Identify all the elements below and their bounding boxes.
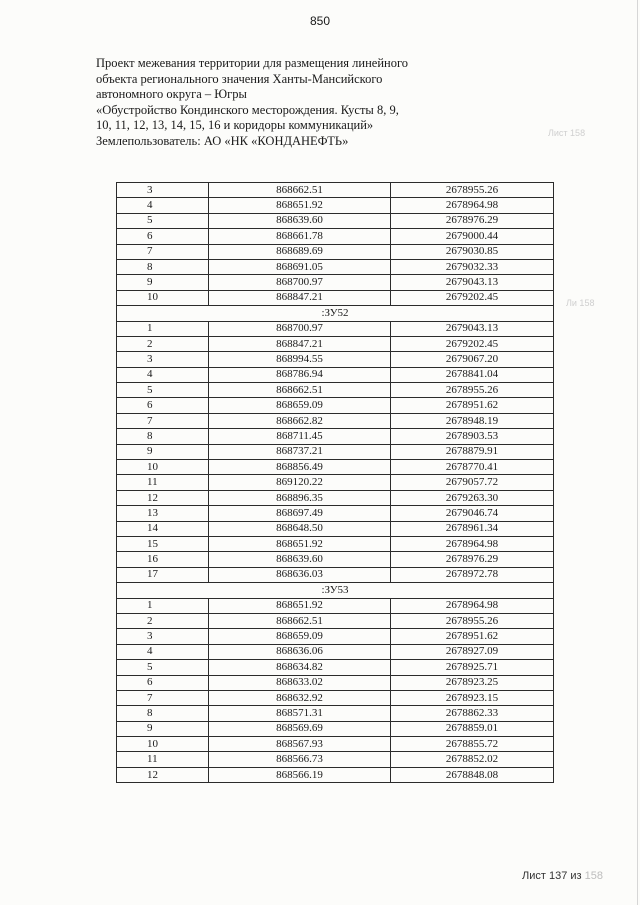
x-coordinate: 868636.03 [209, 567, 391, 582]
x-coordinate: 868569.69 [209, 721, 391, 736]
x-coordinate: 868662.51 [209, 613, 391, 628]
point-number: 11 [117, 475, 209, 490]
table-row [117, 752, 554, 767]
section-title: :ЗУ52 [117, 306, 554, 321]
point-number: 6 [117, 675, 209, 690]
point-number: 4 [117, 198, 209, 213]
coordinates-table-body [117, 183, 554, 783]
x-coordinate: 868697.49 [209, 506, 391, 521]
x-coordinate: 868639.60 [209, 552, 391, 567]
header-line: Землепользователь: АО «НК «КОНДАНЕФТЬ» [96, 133, 349, 148]
y-coordinate: 2679043.13 [391, 275, 554, 290]
table-row [117, 413, 554, 428]
section-title-row [117, 306, 554, 321]
x-coordinate: 868847.21 [209, 336, 391, 351]
header-line: «Обустройство Кондинского месторождения. Кусты 8, 9, [96, 102, 399, 117]
x-coordinate: 868662.51 [209, 383, 391, 398]
table-row [117, 321, 554, 336]
y-coordinate: 2678964.98 [391, 598, 554, 613]
point-number: 6 [117, 229, 209, 244]
table-row [117, 244, 554, 259]
page-number: 850 [309, 14, 331, 28]
point-number: 9 [117, 444, 209, 459]
table-row [117, 460, 554, 475]
x-coordinate: 868662.51 [209, 183, 391, 198]
y-coordinate: 2678923.15 [391, 690, 554, 705]
x-coordinate: 868689.69 [209, 244, 391, 259]
y-coordinate: 2678770.41 [391, 460, 554, 475]
y-coordinate: 2678879.91 [391, 444, 554, 459]
point-number: 1 [117, 321, 209, 336]
x-coordinate: 868566.19 [209, 767, 391, 782]
table-row [117, 613, 554, 628]
x-coordinate: 868691.05 [209, 259, 391, 274]
table-row [117, 398, 554, 413]
sheet-label: Лист 137 из [522, 870, 582, 882]
table-row [117, 352, 554, 367]
point-number: 12 [117, 767, 209, 782]
x-coordinate: 868659.09 [209, 629, 391, 644]
point-number: 12 [117, 490, 209, 505]
sheet-footer [522, 870, 603, 882]
y-coordinate: 2679032.33 [391, 259, 554, 274]
y-coordinate: 2678903.53 [391, 429, 554, 444]
y-coordinate: 2679043.13 [391, 321, 554, 336]
y-coordinate: 2679030.85 [391, 244, 554, 259]
y-coordinate: 2679263.30 [391, 490, 554, 505]
y-coordinate: 2678948.19 [391, 413, 554, 428]
document-header [96, 56, 456, 150]
x-coordinate: 868636.06 [209, 644, 391, 659]
point-number: 8 [117, 429, 209, 444]
table-row [117, 598, 554, 613]
faint-sheet-mark: Ли 158 [566, 298, 595, 308]
point-number: 5 [117, 213, 209, 228]
y-coordinate: 2678961.34 [391, 521, 554, 536]
table-row [117, 536, 554, 551]
y-coordinate: 2678976.29 [391, 552, 554, 567]
y-coordinate: 2678841.04 [391, 367, 554, 382]
point-number: 2 [117, 613, 209, 628]
point-number: 9 [117, 721, 209, 736]
x-coordinate: 868566.73 [209, 752, 391, 767]
table-row [117, 383, 554, 398]
y-coordinate: 2678951.62 [391, 398, 554, 413]
x-coordinate: 868847.21 [209, 290, 391, 305]
faint-sheet-mark: Лист 158 [548, 128, 586, 138]
table-row [117, 213, 554, 228]
header-line: Проект межевания территории для размещения линейного [96, 56, 409, 70]
x-coordinate: 868567.93 [209, 737, 391, 752]
point-number: 6 [117, 398, 209, 413]
point-number: 3 [117, 629, 209, 644]
x-coordinate: 868659.09 [209, 398, 391, 413]
table-row [117, 429, 554, 444]
x-coordinate: 868700.97 [209, 275, 391, 290]
y-coordinate: 2678852.02 [391, 752, 554, 767]
point-number: 10 [117, 460, 209, 475]
point-number: 13 [117, 506, 209, 521]
point-number: 11 [117, 752, 209, 767]
y-coordinate: 2678964.98 [391, 198, 554, 213]
x-coordinate: 868711.45 [209, 429, 391, 444]
y-coordinate: 2679067.20 [391, 352, 554, 367]
point-number: 5 [117, 660, 209, 675]
y-coordinate: 2678925.71 [391, 660, 554, 675]
y-coordinate: 2678976.29 [391, 213, 554, 228]
x-coordinate: 868786.94 [209, 367, 391, 382]
page-edge [637, 0, 638, 905]
table-row [117, 490, 554, 505]
point-number: 5 [117, 383, 209, 398]
table-row [117, 367, 554, 382]
y-coordinate: 2679202.45 [391, 336, 554, 351]
y-coordinate: 2678955.26 [391, 613, 554, 628]
table-row [117, 336, 554, 351]
table-row [117, 506, 554, 521]
table-row [117, 567, 554, 582]
x-coordinate: 868661.78 [209, 229, 391, 244]
y-coordinate: 2678862.33 [391, 706, 554, 721]
point-number: 1 [117, 598, 209, 613]
table-row [117, 275, 554, 290]
y-coordinate: 2678923.25 [391, 675, 554, 690]
point-number: 10 [117, 290, 209, 305]
x-coordinate: 868896.35 [209, 490, 391, 505]
point-number: 2 [117, 336, 209, 351]
coordinates-table [116, 182, 554, 783]
point-number: 4 [117, 367, 209, 382]
x-coordinate: 868737.21 [209, 444, 391, 459]
y-coordinate: 2678855.72 [391, 737, 554, 752]
table-row [117, 737, 554, 752]
header-line: автономного округа – Югры [96, 87, 247, 102]
point-number: 16 [117, 552, 209, 567]
table-row [117, 444, 554, 459]
x-coordinate: 868571.31 [209, 706, 391, 721]
table-row [117, 675, 554, 690]
y-coordinate: 2679000.44 [391, 229, 554, 244]
table-row [117, 552, 554, 567]
table-row [117, 475, 554, 490]
x-coordinate: 868633.02 [209, 675, 391, 690]
point-number: 3 [117, 183, 209, 198]
table-row [117, 290, 554, 305]
point-number: 4 [117, 644, 209, 659]
header-line: объекта регионального значения Ханты-Мансийского [96, 71, 383, 86]
point-number: 10 [117, 737, 209, 752]
table-row [117, 706, 554, 721]
x-coordinate: 868651.92 [209, 536, 391, 551]
table-row [117, 198, 554, 213]
y-coordinate: 2678951.62 [391, 629, 554, 644]
y-coordinate: 2678927.09 [391, 644, 554, 659]
y-coordinate: 2678955.26 [391, 183, 554, 198]
point-number: 7 [117, 690, 209, 705]
y-coordinate: 2679057.72 [391, 475, 554, 490]
point-number: 17 [117, 567, 209, 582]
x-coordinate: 868994.55 [209, 352, 391, 367]
table-row [117, 229, 554, 244]
x-coordinate: 868651.92 [209, 198, 391, 213]
table-row [117, 721, 554, 736]
table-row [117, 767, 554, 782]
x-coordinate: 868639.60 [209, 213, 391, 228]
point-number: 14 [117, 521, 209, 536]
x-coordinate: 868662.82 [209, 413, 391, 428]
table-row [117, 183, 554, 198]
point-number: 7 [117, 413, 209, 428]
y-coordinate: 2679202.45 [391, 290, 554, 305]
point-number: 8 [117, 706, 209, 721]
x-coordinate: 869120.22 [209, 475, 391, 490]
x-coordinate: 868632.92 [209, 690, 391, 705]
y-coordinate: 2679046.74 [391, 506, 554, 521]
x-coordinate: 868700.97 [209, 321, 391, 336]
y-coordinate: 2678972.78 [391, 567, 554, 582]
table-row [117, 629, 554, 644]
point-number: 7 [117, 244, 209, 259]
x-coordinate: 868856.49 [209, 460, 391, 475]
section-title-row [117, 583, 554, 598]
point-number: 9 [117, 275, 209, 290]
y-coordinate: 2678859.01 [391, 721, 554, 736]
x-coordinate: 868634.82 [209, 660, 391, 675]
y-coordinate: 2678955.26 [391, 383, 554, 398]
y-coordinate: 2678848.08 [391, 767, 554, 782]
section-title: :ЗУ53 [117, 583, 554, 598]
table-row [117, 644, 554, 659]
table-row [117, 690, 554, 705]
sheet-total: 158 [584, 870, 603, 882]
table-row [117, 660, 554, 675]
header-line: 10, 11, 12, 13, 14, 15, 16 и коридоры коммуникаций» [96, 118, 374, 133]
point-number: 15 [117, 536, 209, 551]
y-coordinate: 2678964.98 [391, 536, 554, 551]
x-coordinate: 868651.92 [209, 598, 391, 613]
x-coordinate: 868648.50 [209, 521, 391, 536]
point-number: 3 [117, 352, 209, 367]
table-row [117, 259, 554, 274]
table-row [117, 521, 554, 536]
point-number: 8 [117, 259, 209, 274]
